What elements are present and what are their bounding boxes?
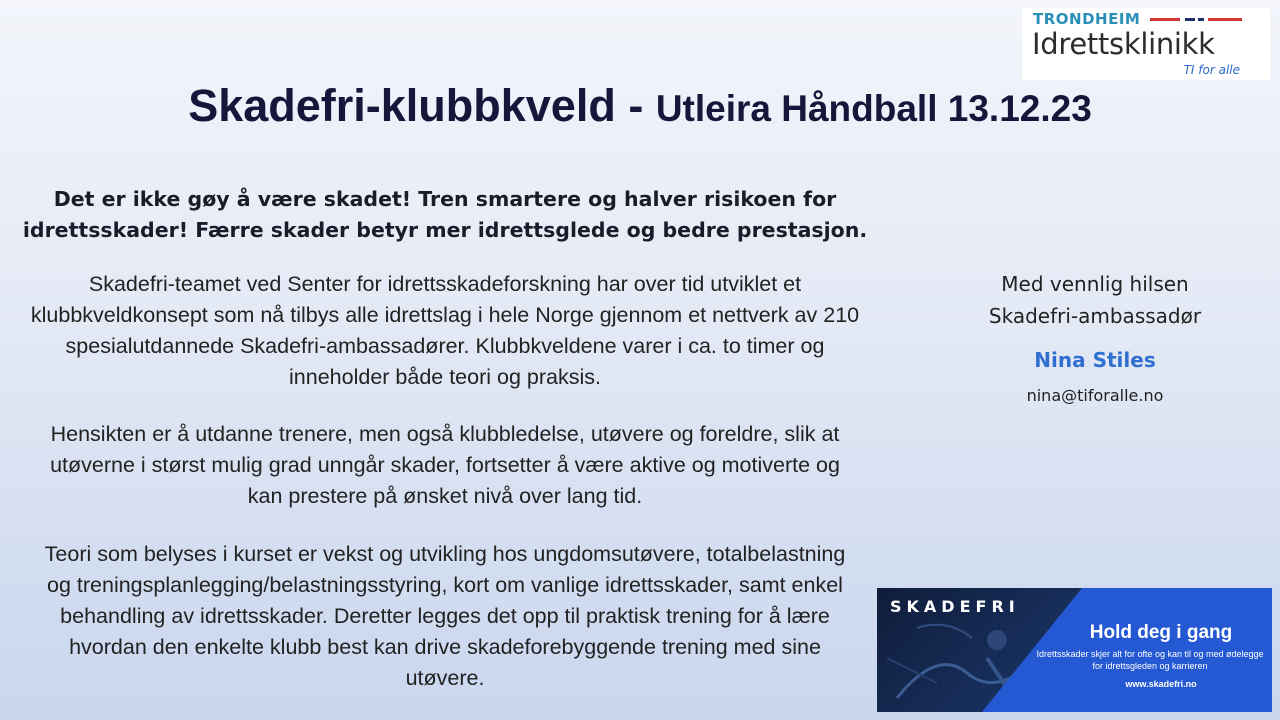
logo-top-text: TRONDHEIM bbox=[1033, 10, 1141, 28]
logo-dashes bbox=[1150, 18, 1242, 21]
title-part-1: Skadefri-klubbkveld - bbox=[188, 80, 656, 131]
logo-dash-navy-2 bbox=[1198, 18, 1204, 21]
idrettsklinikk-logo bbox=[1022, 8, 1270, 80]
banner-body: Idrettsskader skjer alt for ofte og kan til og med ødelegge for idrettsgleden og karrieren bbox=[1036, 649, 1264, 671]
title-part-2: Utleira Håndball 13.12.23 bbox=[655, 88, 1092, 129]
signature-role: Skadefri-ambassadør bbox=[988, 304, 1202, 328]
signature-email: nina@tiforalle.no bbox=[1026, 386, 1164, 405]
logo-tagline: TI for alle bbox=[1183, 63, 1240, 77]
skadefri-banner bbox=[877, 588, 1272, 712]
signature-block bbox=[940, 268, 1250, 405]
page-title bbox=[0, 80, 1280, 132]
paragraph-theory: Teori som belyses i kurset er vekst og utvikling hos ungdomsutøvere, totalbelastning og treningsplanlegging/belastningsstyring, kort om vanlige idrettsskader, samt enkel behandling av idrettsskader. Deretter legges det opp til praktisk trening for å lære hvordan den enkelte klubb best kan drive skadeforebyggende trening med sine utøvere. bbox=[44, 542, 846, 690]
banner-brand: SKADEFRI bbox=[890, 597, 1020, 616]
logo-main-text: Idrettsklinikk bbox=[1032, 27, 1215, 61]
intro-text: Det er ikke gøy å være skadet! Tren smartere og halver risikoen for idrettsskader! Færre skader betyr mer idrettsglede og bedre prestasjon. bbox=[22, 187, 868, 242]
signature-greeting: Med vennlig hilsen bbox=[1001, 272, 1189, 296]
banner-headline: Hold deg i gang bbox=[1089, 622, 1233, 643]
signature-name: Nina Stiles bbox=[1034, 348, 1156, 372]
logo-dash-red-right bbox=[1208, 18, 1242, 21]
banner-url: www.skadefri.no bbox=[1125, 679, 1197, 689]
logo-dash-navy bbox=[1185, 18, 1195, 21]
paragraph-about: Skadefri-teamet ved Senter for idrettsskadeforskning har over tid utviklet et klubbkveldkonsept som nå tilbys alle idrettslag i hele Norge gjennom et nettverk av 210 spesialutdannede Skadefri-ambassadører. Klubbkveldene varer i ca. to timer og inneholder både teori og praksis. bbox=[30, 272, 860, 389]
logo-dash-red-left bbox=[1150, 18, 1180, 21]
paragraph-purpose: Hensikten er å utdanne trenere, men også klubbledelse, utøvere og foreldre, slik at utøverne i størst mulig grad unngår skader, fortsetter å være aktive og motiverte og kan prestere på ønsket nivå over lang tid. bbox=[50, 422, 840, 508]
